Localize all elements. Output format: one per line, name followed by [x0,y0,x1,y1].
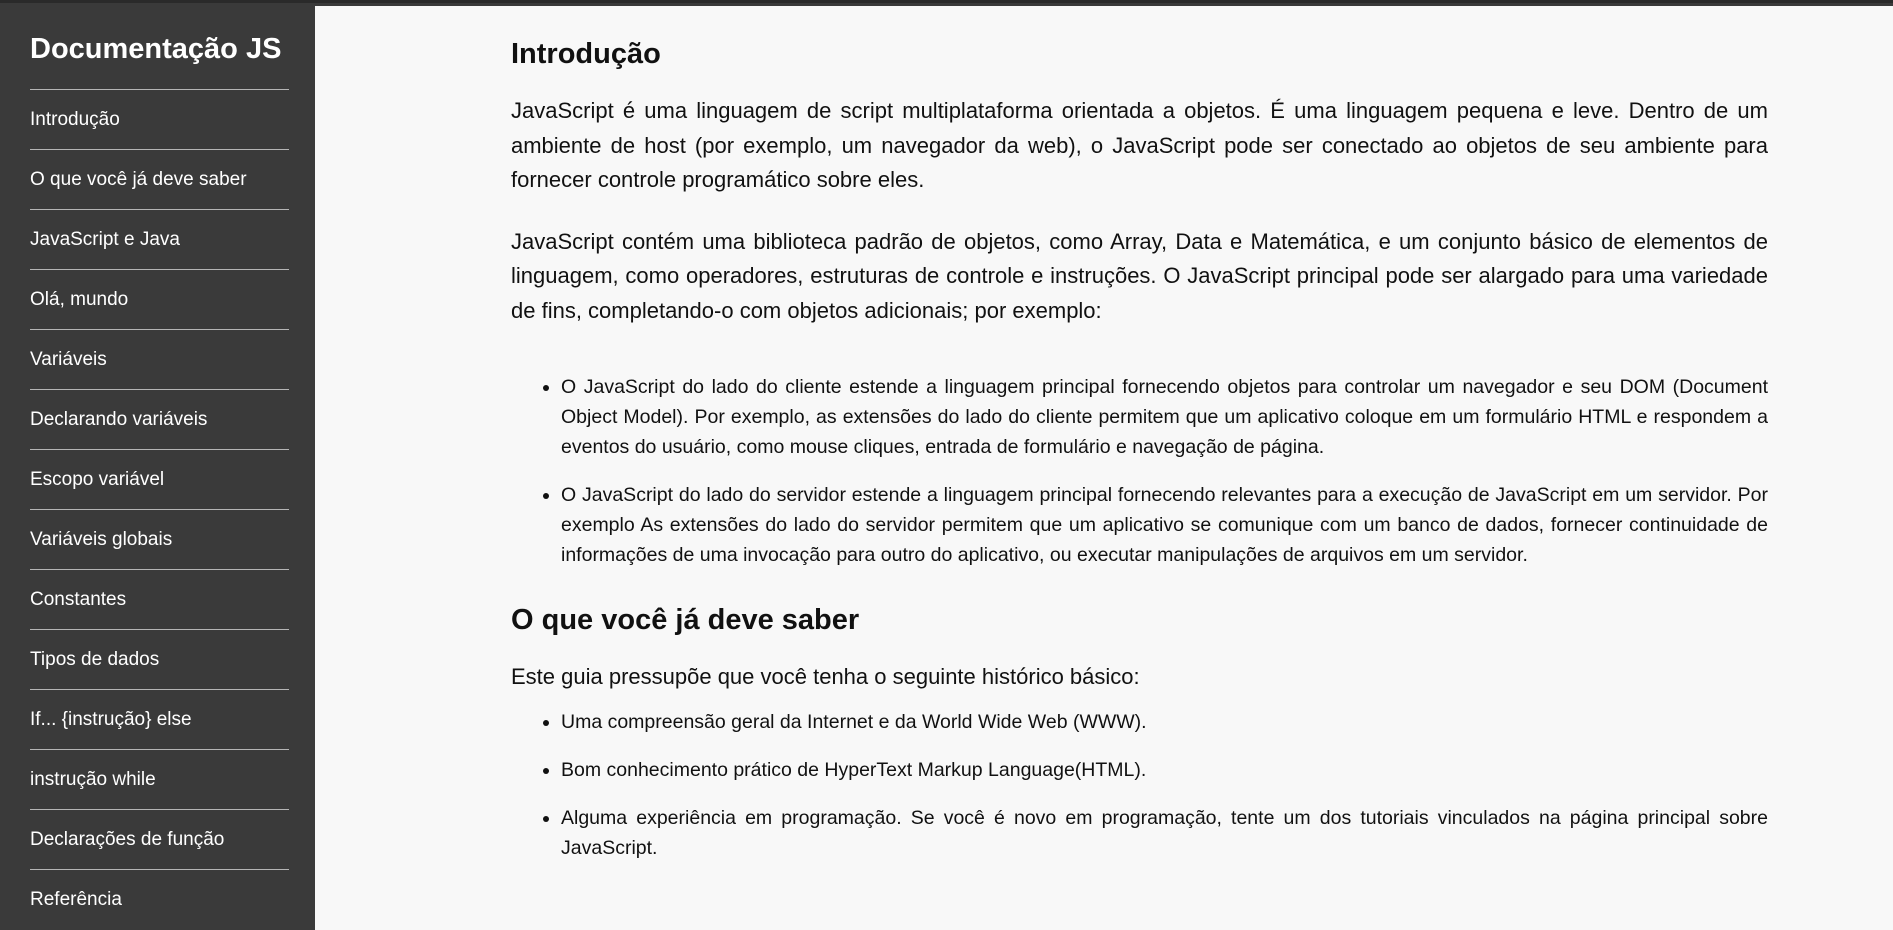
nav-list [30,90,289,930]
prereq-bullet-list [511,707,1768,863]
sidebar-item-javascript-e-java[interactable]: JavaScript e Java [30,210,289,270]
content-column [511,6,1768,881]
sidebar-item-referencia[interactable]: Referência [30,889,122,910]
intro-paragraph-2: JavaScript contém uma biblioteca padrão de objetos, como Array, Data e Matemática, e um conjunto básico de elementos de linguagem, como operadores, estruturas de controle e instruções. O JavaScript principal pode ser alargado para uma variedade de fins, completando-o com objetos adicionais; por exemplo: [511,228,1768,323]
list-item: • O JavaScript do lado do servidor estende a linguagem principal fornecendo relevantes para a execução de JavaScript em um servidor. Por exemplo As extensões do lado do servidor permitem que um aplicativo se comunique com um banco de dados, fornecer continuidade de informações de uma invocação para outro do aplicativo, ou executar manipulações de arquivos em um servidor. [561,480,1768,570]
sidebar-item-declaracoes-de-funcao[interactable]: Declarações de função [30,810,289,870]
section-introducao [511,34,1768,570]
section-o-que-voce-ja-deve-saber [511,600,1768,863]
main-content [315,6,1893,930]
intro-bullet-list [511,372,1768,570]
list-item: • Alguma experiência em programação. Se você é novo em programação, tente um dos tutoriais vinculados na página principal sobre JavaScript. [561,803,1768,863]
list-item: • O JavaScript do lado do cliente estende a linguagem principal fornecendo objetos para controlar um navegador e seu DOM (Document Object Model). Por exemplo, as extensões do lado do cliente permitem que um aplicativo coloque em um formulário HTML e respondem a eventos do usuário, como mouse cliques, entrada de formulário e navegação de página. [561,372,1768,462]
sidebar-nav [0,6,315,930]
section-title-prereq: O que você já deve saber [511,604,860,636]
sidebar-item-introducao[interactable]: Introdução [30,90,289,150]
intro-paragraph-1: JavaScript é uma linguagem de script multiplataforma orientada a objetos. É uma linguagem pequena e leve. Dentro de um ambiente de host (por exemplo, um navegador da web), o JavaScript pode ser conectado ao objetos de seu ambiente para fornecer controle programático sobre eles. [511,98,1768,192]
sidebar-item-constantes[interactable]: Constantes [30,570,289,630]
sidebar-item-ola-mundo[interactable]: Olá, mundo [30,270,289,330]
sidebar-item-declarando-variaveis[interactable]: Declarando variáveis [30,390,289,450]
sidebar-item-if-else[interactable]: If... {instrução} else [30,690,289,750]
sidebar-item-o-que-voce-ja-deve-saber[interactable]: O que você já deve saber [30,150,289,210]
sidebar-item-escopo-variavel[interactable]: Escopo variável [30,450,289,510]
sidebar-title: Documentação JS [30,31,289,90]
list-item: • Bom conhecimento prático de HyperText Markup Language(HTML). [561,755,1768,785]
sidebar-item-variaveis[interactable]: Variáveis [30,330,289,390]
sidebar-item-variaveis-globais[interactable]: Variáveis globais [30,510,289,570]
prereq-paragraph: Este guia pressupõe que você tenha o seguinte histórico básico: [511,664,1140,689]
section-title-introducao: Introdução [511,38,661,70]
sidebar-item-instrucao-while[interactable]: instrução while [30,750,289,810]
sidebar-item-tipos-de-dados[interactable]: Tipos de dados [30,630,289,690]
list-item: • Uma compreensão geral da Internet e da World Wide Web (WWW). [561,707,1768,737]
